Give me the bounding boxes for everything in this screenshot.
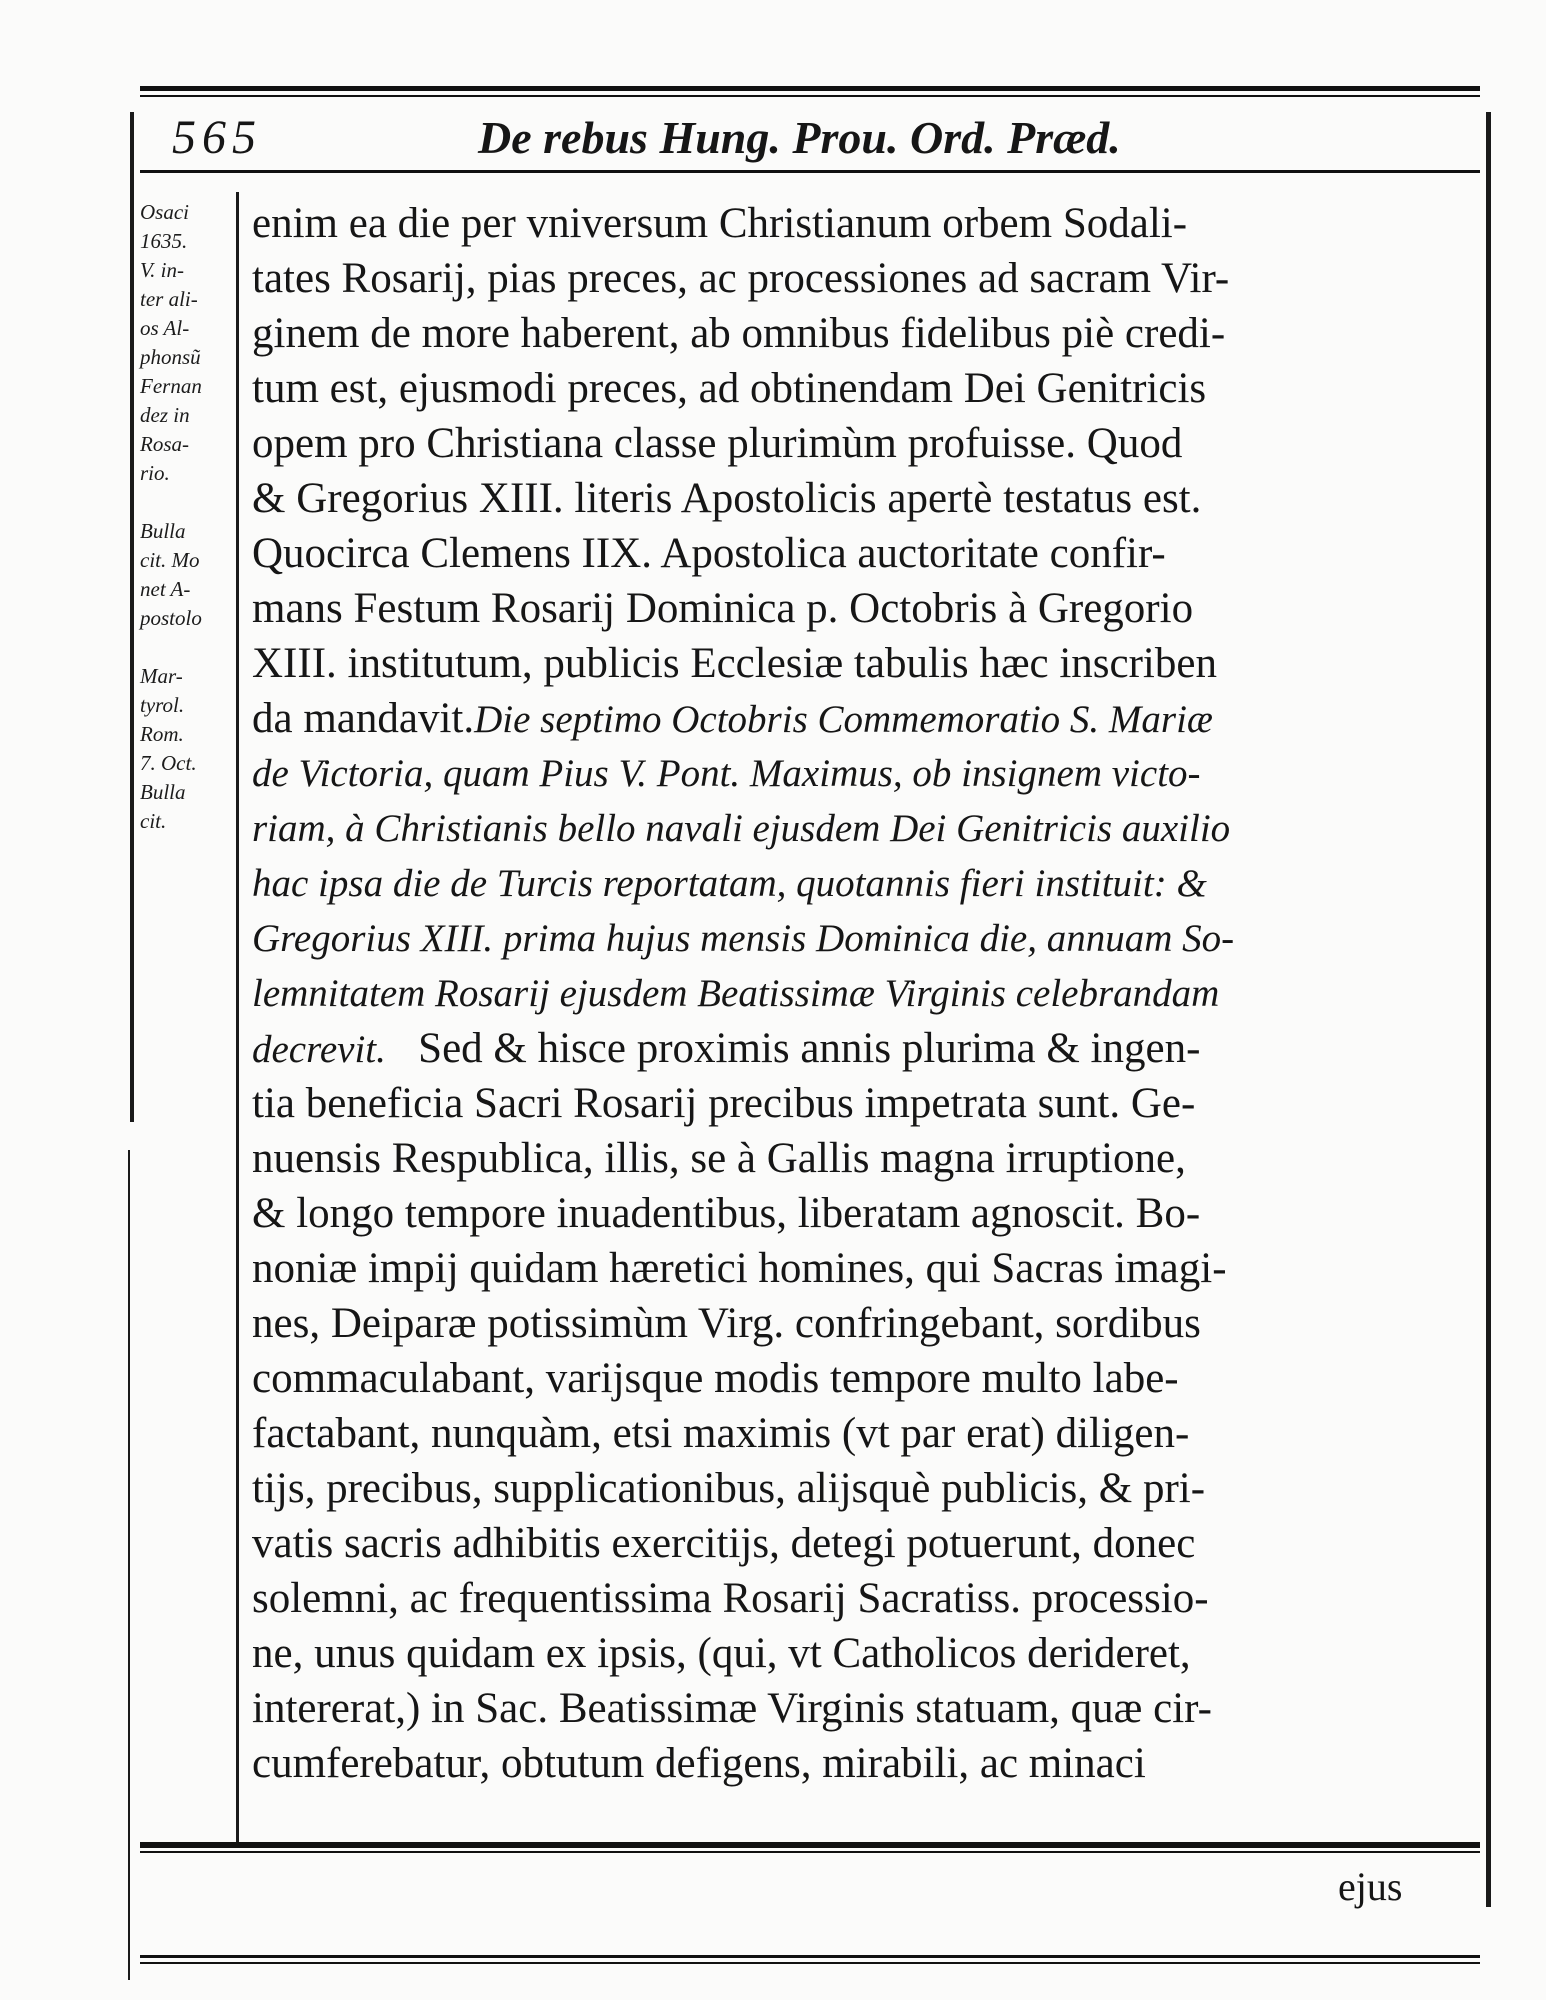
margin-note-line: os Al-	[140, 316, 190, 340]
text-line-content: ne, unus quidam ex ipsis, (qui, vt Catholicos derideret,	[252, 1630, 1191, 1677]
margin-note-line: net A-	[140, 577, 191, 601]
margin-note-line: Bulla	[140, 519, 186, 543]
running-title: De rebus Hung. Prou. Ord. Præd.	[478, 112, 1121, 163]
bottom-rule-thin	[140, 1851, 1480, 1853]
text-line-content: & Gregorius XIII. literis Apostolicis apertè testatus est.	[252, 475, 1202, 522]
text-line-content: tum est, ejusmodi preces, ad obtinendam Dei Genitricis	[252, 365, 1207, 412]
text-line-content: tates Rosarij, pias preces, ac processiones ad sacram Vir-	[252, 255, 1230, 302]
text-line-content: riam, à Christianis bello navali ejusdem Dei Genitricis auxilio	[252, 807, 1231, 850]
margin-note-line: phonsũ	[140, 345, 201, 369]
header-rule	[140, 170, 1480, 173]
footer-rule-thin	[140, 1962, 1480, 1964]
text-line	[252, 581, 1480, 636]
text-line-content: de Victoria, quam Pius V. Pont. Maximus, ob insignem victo-	[252, 752, 1201, 795]
text-line	[252, 526, 1480, 581]
margin-note-line: Bulla	[140, 780, 186, 804]
bottom-rule	[140, 1842, 1480, 1848]
margin-note-line: postolo	[140, 606, 202, 630]
footer-rule	[140, 1955, 1480, 1958]
text-line-content: da mandavit.	[252, 695, 475, 742]
text-line-content: decrevit.	[252, 1028, 386, 1071]
left-border-lower	[128, 1150, 130, 1980]
margin-note-line: rio.	[140, 461, 170, 485]
text-line-content: lemnitatem Rosarij ejusdem Beatissimæ Virginis celebrandam	[252, 972, 1220, 1015]
text-line	[252, 416, 1480, 471]
text-line-tail: Sed & hisce proximis annis plurima & ingen-	[385, 1025, 1201, 1072]
text-line	[252, 691, 1480, 746]
text-line	[252, 471, 1480, 526]
margin-note-line: ter ali-	[140, 287, 198, 311]
margin-note-line: Osaci	[140, 200, 189, 224]
text-line	[252, 1626, 1480, 1681]
catchword: ejus	[1338, 1864, 1403, 1909]
top-rule	[140, 86, 1480, 91]
margin-note-line: tyrol.	[140, 693, 185, 717]
text-line	[252, 1296, 1480, 1351]
text-line	[252, 1516, 1480, 1571]
margin-note-line: Rosa-	[140, 432, 189, 456]
text-line	[252, 966, 1480, 1021]
margin-note-line: Mar-	[140, 664, 183, 688]
margin-note-line	[140, 488, 234, 517]
margin-note-line: 1635.	[140, 229, 188, 253]
text-line-content: & longo tempore inuadentibus, liberatam agnoscit. Bo-	[252, 1190, 1201, 1237]
text-line	[252, 251, 1480, 306]
text-line-content: Gregorius XIII. prima hujus mensis Dominica die, annuam So-	[252, 917, 1235, 960]
text-line	[252, 361, 1480, 416]
text-line-content: enim ea die per vniversum Christianum orbem Sodali-	[252, 200, 1188, 247]
text-line	[252, 196, 1480, 251]
margin-note-line: cit.	[140, 809, 167, 833]
margin-note-line: 7. Oct.	[140, 751, 197, 775]
text-line-content: nes, Deiparæ potissimùm Virg. confringebant, sordibus	[252, 1300, 1201, 1347]
margin-note-line	[140, 633, 234, 662]
text-line-content: commaculabant, varijsque modis tempore multo labe-	[252, 1355, 1179, 1402]
text-line	[252, 1681, 1480, 1736]
text-line-content: tia beneficia Sacri Rosarij precibus impetrata sunt. Ge-	[252, 1080, 1196, 1127]
text-line-content: intererat,) in Sac. Beatissimæ Virginis statuam, quæ cir-	[252, 1685, 1212, 1732]
margin-note-line: dez in	[140, 403, 190, 427]
text-line-content: solemni, ac frequentissima Rosarij Sacratiss. processio-	[252, 1575, 1209, 1622]
text-line-content: ginem de more haberent, ab omnibus fidelibus piè credi-	[252, 310, 1226, 357]
text-line-content: opem pro Christiana classe plurimùm profuisse. Quod	[252, 420, 1183, 467]
margin-note-line: Rom.	[140, 722, 184, 746]
text-line	[252, 1571, 1480, 1626]
text-line-content: mans Festum Rosarij Dominica p. Octobris à Gregorio	[252, 585, 1194, 632]
margin-note-line: cit. Mo	[140, 548, 200, 572]
page-number: 565	[172, 111, 262, 164]
text-line	[252, 1241, 1480, 1296]
text-line-content: hac ipsa die de Turcis reportatam, quotannis fieri instituit: &	[252, 862, 1207, 905]
margin-notes	[140, 198, 234, 836]
text-line	[252, 1736, 1480, 1791]
text-line	[252, 856, 1480, 911]
text-line	[252, 306, 1480, 361]
text-line	[252, 1021, 1480, 1076]
text-line	[252, 1351, 1480, 1406]
main-text-block	[252, 196, 1480, 1791]
text-line	[252, 1186, 1480, 1241]
margin-divider	[236, 192, 239, 1842]
text-line-content: cumferebatur, obtutum defigens, mirabili, ac minaci	[252, 1740, 1146, 1787]
text-line	[252, 801, 1480, 856]
text-line	[252, 636, 1480, 691]
text-line-content: factabant, nunquàm, etsi maximis (vt par erat) diligen-	[252, 1410, 1190, 1457]
top-rule-thin	[140, 95, 1480, 97]
text-line	[252, 746, 1480, 801]
text-line-content: nuensis Respublica, illis, se à Gallis magna irruptione,	[252, 1135, 1186, 1182]
text-line	[252, 911, 1480, 966]
text-line	[252, 1076, 1480, 1131]
text-line-content: noniæ impij quidam hæretici homines, qui Sacras imagi-	[252, 1245, 1227, 1292]
left-border	[130, 112, 134, 1122]
margin-note-line: Fernan	[140, 374, 202, 398]
text-line-content: vatis sacris adhibitis exercitijs, detegi potuerunt, donec	[252, 1520, 1196, 1567]
right-border	[1486, 112, 1491, 1907]
text-line	[252, 1461, 1480, 1516]
text-line-content: XIII. institutum, publicis Ecclesiæ tabulis hæc inscriben	[252, 640, 1217, 687]
text-line	[252, 1131, 1480, 1186]
text-line-content: Quocirca Clemens IIX. Apostolica auctoritate confir-	[252, 530, 1166, 577]
text-line-content: tijs, precibus, supplicationibus, alijsquè publicis, & pri-	[252, 1465, 1206, 1512]
margin-note-line: V. in-	[140, 258, 184, 282]
text-line-tail: Die septimo Octobris Commemoratio S. Mariæ	[474, 698, 1213, 741]
text-line	[252, 1406, 1480, 1461]
